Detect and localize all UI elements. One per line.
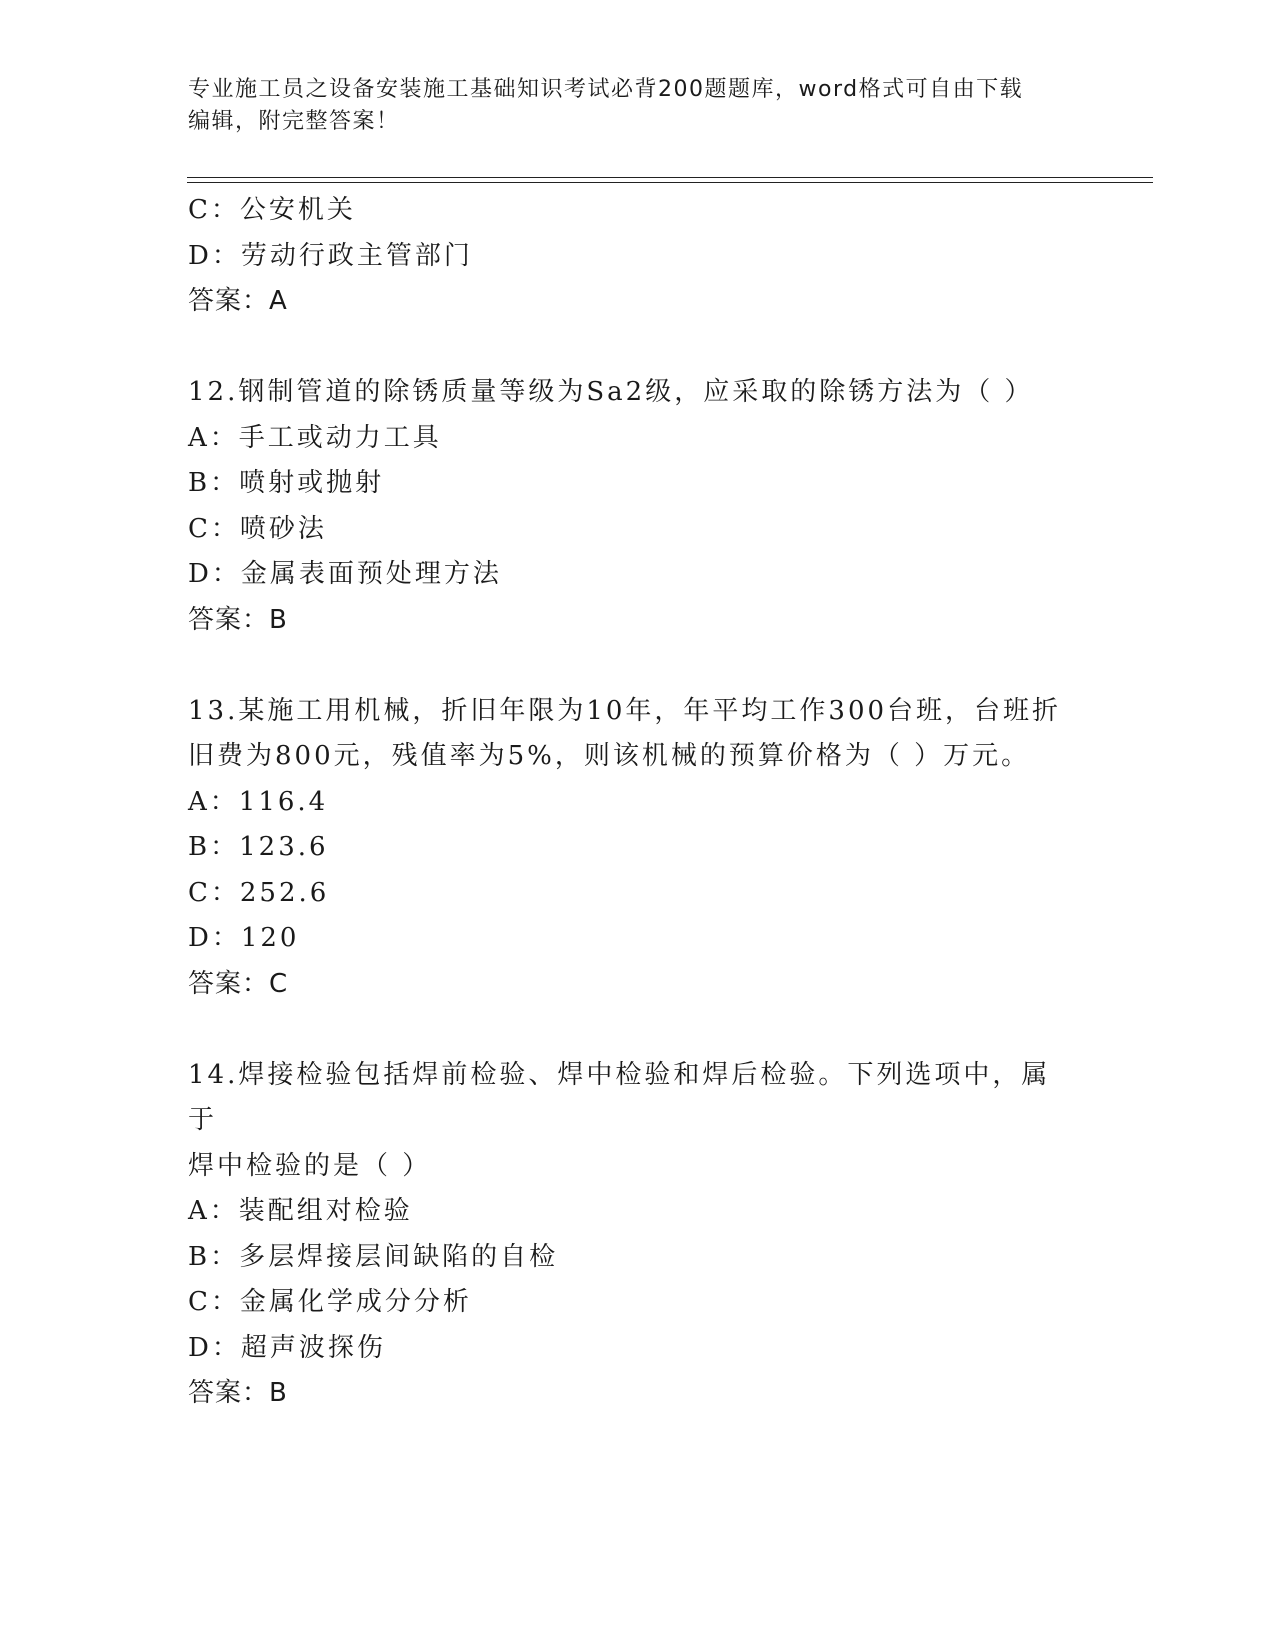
answer-line: 答案：B [188, 604, 288, 635]
option-b: B：123.6 [188, 832, 329, 862]
question-11-continued [188, 188, 1088, 325]
option-c: C：公安机关 [188, 195, 356, 225]
option-a: A：116.4 [188, 786, 329, 817]
document-header [188, 74, 1068, 138]
header-divider-bottom [187, 182, 1153, 183]
answer-line: 答案：A [188, 286, 288, 316]
question-title-line: 13.某施工用机械，折旧年限为10年，年平均工作300台班，台班折 [188, 695, 1062, 726]
option-a: A：手工或动力工具 [188, 422, 442, 453]
question-list [188, 188, 1088, 1417]
spacer [188, 1007, 1088, 1053]
option-d: D：120 [188, 923, 300, 953]
option-c: C：喷砂法 [188, 513, 327, 544]
header-line-1: 专业施工员之设备安装施工基础知识考试必背200题题库，word格式可自由下载 [188, 77, 1024, 102]
option-a: A：装配组对检验 [188, 1196, 413, 1226]
question-title-line: 旧费为800元，残值率为5%，则该机械的预算价格为（ ）万元。 [188, 741, 1031, 771]
question-14 [188, 1053, 1088, 1417]
answer-line: 答案：C [188, 968, 289, 999]
option-d: D：超声波探伤 [188, 1332, 386, 1363]
question-12 [188, 370, 1088, 643]
option-b: B：多层焊接层间缺陷的自检 [188, 1241, 559, 1272]
option-c: C：252.6 [188, 877, 330, 908]
option-b: B：喷射或抛射 [188, 468, 385, 498]
header-line-2: 编辑，附完整答案！ [188, 109, 400, 134]
header-divider-top [187, 177, 1153, 178]
answer-line: 答案：B [188, 1378, 288, 1408]
spacer [188, 325, 1088, 371]
option-c: C：金属化学成分分析 [188, 1287, 472, 1317]
question-13 [188, 689, 1088, 1008]
option-d: D：劳动行政主管部门 [188, 240, 473, 271]
spacer [188, 643, 1088, 689]
question-title-line: 14.焊接检验包括焊前检验、焊中检验和焊后检验。下列选项中，属于 [188, 1059, 1051, 1135]
question-title-line: 12.钢制管道的除锈质量等级为Sa2级，应采取的除锈方法为（ ） [188, 377, 1034, 407]
question-title-line: 焊中检验的是（ ） [188, 1150, 432, 1181]
option-d: D：金属表面预处理方法 [188, 559, 502, 589]
